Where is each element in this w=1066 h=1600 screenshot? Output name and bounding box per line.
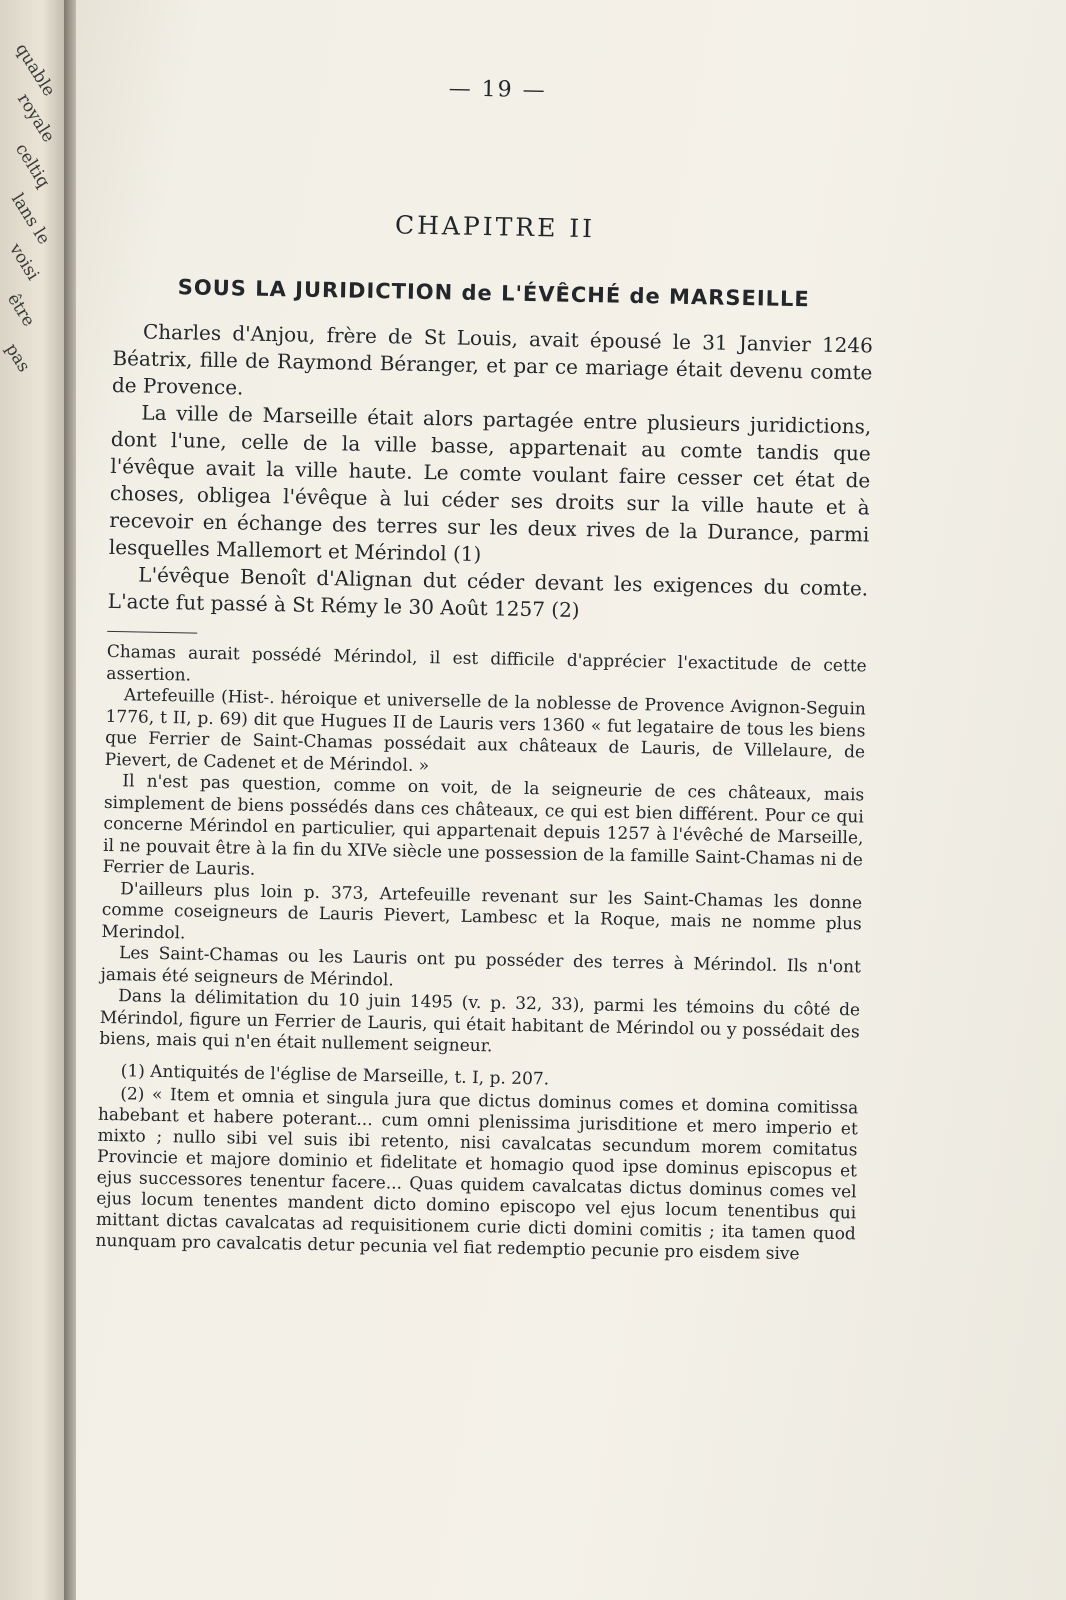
facing-page-fragment: celtiq bbox=[11, 140, 54, 192]
facing-page-fragment: lans le bbox=[7, 190, 54, 249]
facing-page-fragment: royale bbox=[13, 90, 59, 147]
note-paragraph: Artefeuille (Hist-. héroique et universelle de la noblesse de Provence Avignon-Seguin 1776, t II, p. 69) dit que Hugues II de Lauris vers 1360 « fut legataire de tous les biens que Ferrier de Saint-Chamas possédait aux châteaux de Lauris, de Villelaure, de Pievert, de Cadenet et de Mérindol. » bbox=[104, 685, 867, 776]
footnote: (2) « Item et omnia et singula jura que dictus dominus comes et domina comitissa habebant et habere poterant... cum omni plenissima jurisditione et mero imperio et mixto ; nullo sibi vel suis ibi retento, nisi cavalcatas secundum morem comitatus Provincie et majore dominio et fidelitate et homagio quod ipse dominus episcopus et ejus successores tenentur facere... Quas quidem cavalcatas dictus dominus comes vel ejus locum tenentes mandent dicto domino episcopo vel ejus locum tenentibus qui mittant dictas cavalcatas ad requisitionem curie dicti domini comitis ; ita tamen quod nunquam pro cavalcatis detur pecunia vel fiat redemptio pecunie pro eisdem sive bbox=[95, 1083, 859, 1264]
note-paragraph: Chamas aurait possédé Mérindol, il est difficile d'apprécier l'exactitude de cette assertion. bbox=[106, 641, 867, 686]
page-number: — 19 — bbox=[448, 76, 547, 104]
body-paragraph: L'évêque Benoît d'Alignan dut céder devant les exigences du comte. L'acte fut passé à St Rémy le 30 Août 1257 (2) bbox=[107, 562, 869, 622]
footnote: (1) Antiquités de l'église de Marseille, t. I, p. 207. bbox=[120, 1060, 550, 1089]
book-page bbox=[76, 0, 1066, 1600]
note-paragraph: Il n'est pas question, comme on voit, de la seigneurie de ces châteaux, mais simplement de biens possédés dans ces châteaux, ce qui est bien différent. Pour ce qui concerne Mérindol en particulier, qui appartenait depuis 1257 à l'évêché de Marseille, il ne pouvait être à la fin du XIVe siècle une possession de la famille Saint-Chamas ni de Ferrier de Lauris. bbox=[102, 771, 865, 880]
chapter-title: CHAPITRE II bbox=[394, 210, 596, 244]
facing-page-fragment: pas bbox=[1, 340, 34, 376]
facing-page-fragment: quable bbox=[11, 40, 59, 101]
note-paragraph: Les Saint-Chamas ou les Lauris ont pu posséder des terres à Mérindol. Ils n'ont jamais été seigneurs de Mérindol. bbox=[100, 943, 862, 990]
note-paragraph: D'ailleurs plus loin p. 373, Artefeuille revenant sur les Saint-Chamas les donne comme coseigneurs de Lauris Pievert, Lambesc et la Roque, mais ne nomme plus Merindol. bbox=[101, 878, 863, 943]
facing-page bbox=[0, 0, 70, 1600]
footnote-rule bbox=[107, 631, 197, 634]
body-paragraph: Charles d'Anjou, frère de St Louis, avait épousé le 31 Janvier 1246 Béatrix, fille de Raymond Béranger, et par ce mariage était devenu comte de Provence. bbox=[111, 319, 874, 400]
section-heading: SOUS LA JURIDICTION de L'ÉVÊCHÉ de MARSEILLE bbox=[177, 275, 810, 312]
page-content bbox=[95, 70, 878, 1266]
facing-page-fragment: être bbox=[3, 290, 39, 331]
body-paragraph: La ville de Marseille était alors partagée entre plusieurs juridictions, dont l'une, celle de la ville basse, appartenait au comte tandis que l'évêque avait la ville haute. Le comte voulant faire cesser cet état de choses, obligea l'évêque à lui céder ses droits sur la ville haute et à recevoir en échange des terres sur les deux rives de la Durance, parmi lesquelles Mallemort et Mérindol (1) bbox=[108, 400, 872, 567]
note-paragraph: Dans la délimitation du 10 juin 1495 (v. p. 32, 33), parmi les témoins du côté de Mérindol, figure un Ferrier de Lauris, qui était habitant de Mérindol ou y possédait des biens, mais qui n'en était nullement seigneur. bbox=[99, 986, 861, 1057]
facing-page-fragment: voisi bbox=[5, 240, 43, 285]
